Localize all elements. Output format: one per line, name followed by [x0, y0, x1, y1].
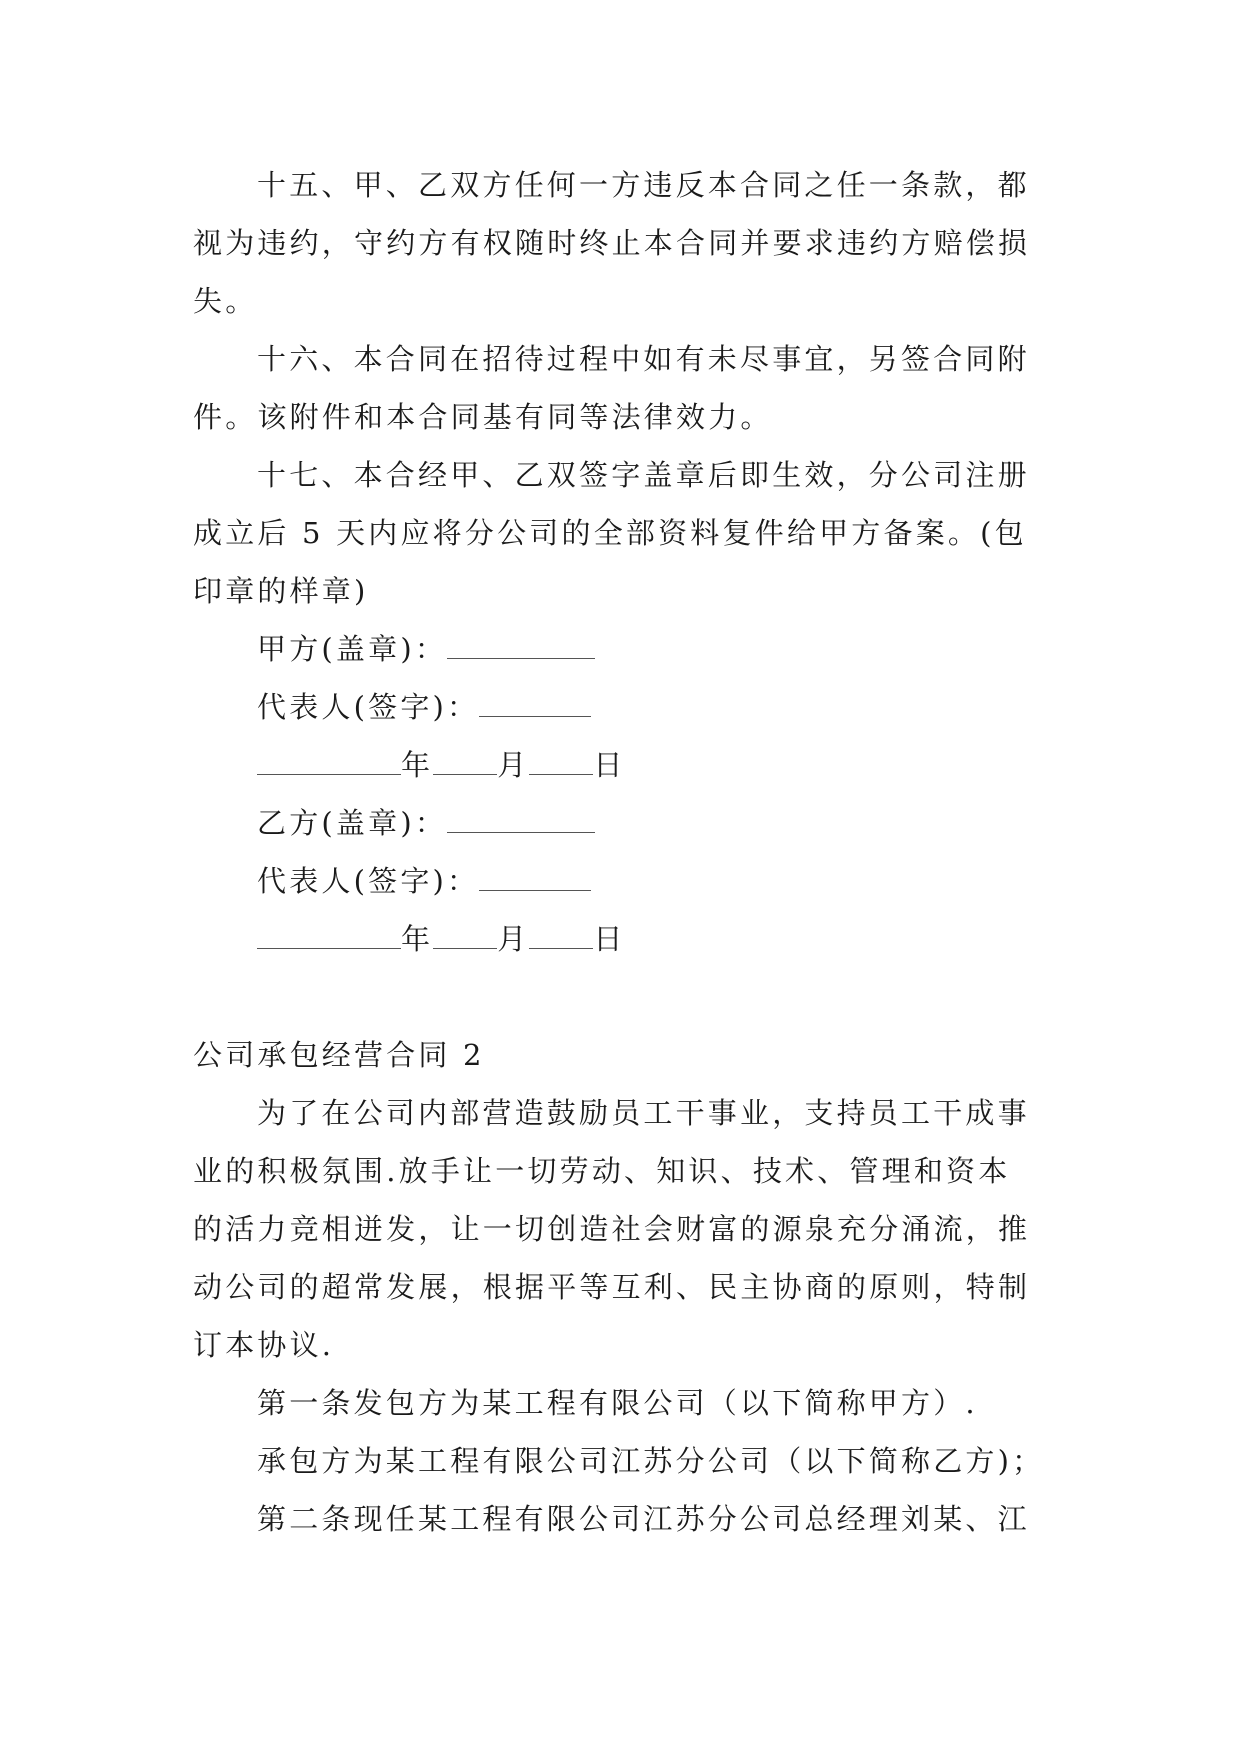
clause-17-line-1: 十七、本合经甲、乙双签字盖章后即生效，分公司注册 [257, 458, 1030, 492]
party-b-year-label: 年 [401, 922, 434, 956]
contract-2-para-1-line-2: 业的积极氛围.放手让一切劳动、知识、技术、管理和资本 [193, 1154, 1011, 1188]
clause-15-line-2: 视为违约，守约方有权随时终止本合同并要求违约方赔偿损 [193, 226, 1031, 260]
party-b-seal-blank [447, 806, 595, 833]
party-b-date-row [257, 919, 626, 959]
party-a-rep-label: 代表人(签字)： [257, 690, 480, 724]
party-a-rep-blank [479, 690, 591, 717]
clause-17-line-3: 印章的样章) [193, 574, 369, 608]
contract-2-article-1-line-2: 承包方为某工程有限公司江苏分公司（以下简称乙方)； [257, 1444, 1045, 1478]
clause-16-line-1: 十六、本合同在招待过程中如有未尽事宜，另签合同附 [257, 342, 1030, 376]
contract-2-para-1-line-1: 为了在公司内部营造鼓励员工干事业，支持员工干成事 [257, 1096, 1030, 1130]
party-a-seal-row [257, 629, 595, 669]
party-b-month-label: 月 [497, 922, 530, 956]
party-b-month-blank [433, 922, 497, 949]
contract-2-para-1-line-4: 动公司的超常发展，根据平等互利、民主协商的原则，特制 [193, 1270, 1031, 1304]
party-b-rep-row [257, 861, 591, 901]
party-a-month-blank [433, 748, 497, 775]
clause-15-line-3: 失。 [193, 284, 258, 318]
contract-2-article-1-line-1: 第一条发包方为某工程有限公司（以下简称甲方）. [257, 1386, 978, 1420]
clause-17-line-2: 成立后 5 天内应将分公司的全部资料复件给甲方备案。(包 [193, 516, 1027, 550]
clause-16-line-2: 件。该附件和本合同基有同等法律效力。 [193, 400, 773, 434]
party-a-month-label: 月 [497, 748, 530, 782]
party-a-day-blank [529, 748, 593, 775]
party-a-rep-row [257, 687, 591, 727]
party-b-day-blank [529, 922, 593, 949]
party-b-day-label: 日 [593, 922, 626, 956]
contract-2-para-1-line-5: 订本协议. [193, 1328, 335, 1362]
party-a-seal-label: 甲方(盖章)： [257, 632, 448, 666]
contract-2-article-2-line-1: 第二条现任某工程有限公司江苏分公司总经理刘某、江 [257, 1502, 1030, 1536]
party-a-day-label: 日 [593, 748, 626, 782]
contract-2-title: 公司承包经营合同 2 [193, 1038, 485, 1072]
party-a-year-label: 年 [401, 748, 434, 782]
party-b-seal-label: 乙方(盖章)： [257, 806, 448, 840]
party-a-seal-blank [447, 632, 595, 659]
party-b-seal-row [257, 803, 595, 843]
party-a-date-row [257, 745, 626, 785]
party-b-rep-label: 代表人(签字)： [257, 864, 480, 898]
contract-2-para-1-line-3: 的活力竞相迸发，让一切创造社会财富的源泉充分涌流，推 [193, 1212, 1031, 1246]
party-a-year-blank [257, 748, 401, 775]
party-b-year-blank [257, 922, 401, 949]
party-b-rep-blank [479, 864, 591, 891]
clause-15-line-1: 十五、甲、乙双方任何一方违反本合同之任一条款，都 [257, 168, 1030, 202]
